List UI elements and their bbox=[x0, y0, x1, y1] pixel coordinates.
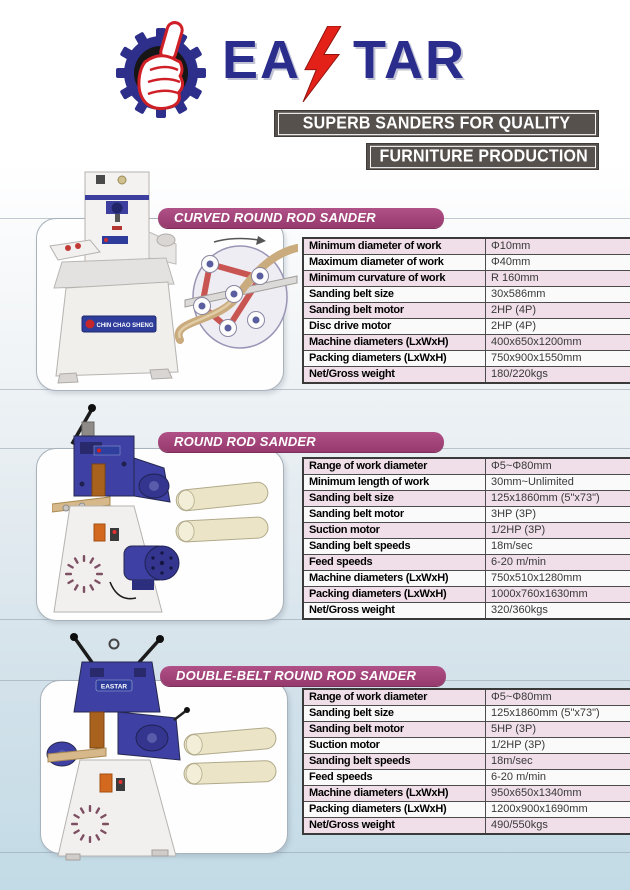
spec-label: Feed speeds bbox=[303, 770, 486, 786]
spec-value: 180/220kgs bbox=[486, 367, 630, 384]
spec-label: Net/Gross weight bbox=[303, 818, 486, 835]
spec-value: 950x650x1340mm bbox=[486, 786, 630, 802]
spec-row bbox=[303, 786, 630, 802]
spec-row bbox=[303, 738, 630, 754]
spec-row bbox=[303, 255, 630, 271]
spec-label: Machine diameters (LxWxH) bbox=[303, 335, 486, 351]
lightning-bolt-icon bbox=[296, 26, 348, 102]
spec-value: 125x1860mm (5"x73") bbox=[486, 491, 630, 507]
spec-value: 125x1860mm (5"x73") bbox=[486, 706, 630, 722]
spec-row bbox=[303, 587, 630, 603]
spec-row bbox=[303, 271, 630, 287]
banner-furniture-production bbox=[366, 143, 599, 170]
wordmark-right: TAR bbox=[353, 30, 466, 90]
spec-label: Sanding belt motor bbox=[303, 507, 486, 523]
spec-value: 18m/sec bbox=[486, 754, 630, 770]
spec-label: Minimum curvature of work bbox=[303, 271, 486, 287]
spec-value: 750x900x1550mm bbox=[486, 351, 630, 367]
spec-value: Φ5~Φ80mm bbox=[486, 689, 630, 706]
spec-value: 2HP (4P) bbox=[486, 303, 630, 319]
wood-rods-illustration bbox=[180, 726, 280, 792]
spec-value: 30x586mm bbox=[486, 287, 630, 303]
spec-row bbox=[303, 458, 630, 475]
spec-row bbox=[303, 770, 630, 786]
spec-value: 18m/sec bbox=[486, 539, 630, 555]
spec-row bbox=[303, 818, 630, 835]
spec-value: 320/360kgs bbox=[486, 603, 630, 620]
spec-row bbox=[303, 287, 630, 303]
spec-label: Disc drive motor bbox=[303, 319, 486, 335]
curved-round-rod-sander-photo bbox=[46, 170, 298, 386]
spec-value: 2HP (4P) bbox=[486, 319, 630, 335]
spec-row bbox=[303, 303, 630, 319]
banner-superb-sanders bbox=[274, 110, 599, 137]
section-title: CURVED ROUND ROD SANDER bbox=[174, 210, 376, 225]
spec-label: Machine diameters (LxWxH) bbox=[303, 786, 486, 802]
spec-label: Suction motor bbox=[303, 738, 486, 754]
spec-value: Φ10mm bbox=[486, 238, 630, 255]
spec-value: 1200x900x1690mm bbox=[486, 802, 630, 818]
spec-value: 1/2HP (3P) bbox=[486, 523, 630, 539]
banner-text: SUPERB SANDERS FOR QUALITY bbox=[278, 112, 596, 134]
gear-thumbs-up-icon bbox=[114, 18, 214, 118]
spec-label: Sanding belt motor bbox=[303, 722, 486, 738]
spec-row bbox=[303, 754, 630, 770]
spec-label: Sanding belt motor bbox=[303, 303, 486, 319]
sanding-disc-diagram bbox=[179, 236, 297, 348]
spec-value: 1000x760x1630mm bbox=[486, 587, 630, 603]
wordmark-left: EA bbox=[222, 30, 302, 90]
spec-row bbox=[303, 539, 630, 555]
spec-label: Suction motor bbox=[303, 523, 486, 539]
spec-label: Packing diameters (LxWxH) bbox=[303, 802, 486, 818]
spec-row bbox=[303, 367, 630, 384]
spec-label: Machine diameters (LxWxH) bbox=[303, 571, 486, 587]
spec-label: Sanding belt size bbox=[303, 287, 486, 303]
spec-label: Minimum length of work bbox=[303, 475, 486, 491]
spec-label: Range of work diameter bbox=[303, 689, 486, 706]
machine-name-plate: EASTAR bbox=[100, 683, 128, 691]
spec-value: Φ5~Φ80mm bbox=[486, 458, 630, 475]
spec-label: Packing diameters (LxWxH) bbox=[303, 351, 486, 367]
spec-row bbox=[303, 706, 630, 722]
spec-label: Net/Gross weight bbox=[303, 367, 486, 384]
spec-label: Sanding belt size bbox=[303, 491, 486, 507]
spec-value: 6-20 m/min bbox=[486, 555, 630, 571]
spec-label: Sanding belt speeds bbox=[303, 539, 486, 555]
spec-value: 30mm~Unlimited bbox=[486, 475, 630, 491]
spec-table-double-belt bbox=[302, 688, 630, 835]
wood-rods-illustration bbox=[172, 480, 272, 550]
spec-label: Sanding belt size bbox=[303, 706, 486, 722]
spec-row bbox=[303, 722, 630, 738]
spec-row bbox=[303, 351, 630, 367]
spec-label: Sanding belt speeds bbox=[303, 754, 486, 770]
spec-row bbox=[303, 571, 630, 587]
spec-row bbox=[303, 555, 630, 571]
spec-value: R 160mm bbox=[486, 271, 630, 287]
spec-row bbox=[303, 238, 630, 255]
machine-name-plate: CHIN CHAO SHENG bbox=[96, 323, 154, 329]
banner-text: FURNITURE PRODUCTION bbox=[370, 145, 596, 167]
spec-row bbox=[303, 689, 630, 706]
spec-value: 6-20 m/min bbox=[486, 770, 630, 786]
spec-label: Minimum diameter of work bbox=[303, 238, 486, 255]
section-title: DOUBLE-BELT ROUND ROD SANDER bbox=[176, 668, 417, 683]
spec-row bbox=[303, 603, 630, 620]
spec-label: Maximum diameter of work bbox=[303, 255, 486, 271]
spec-value: 5HP (3P) bbox=[486, 722, 630, 738]
spec-value: Φ40mm bbox=[486, 255, 630, 271]
spec-row bbox=[303, 335, 630, 351]
spec-label: Packing diameters (LxWxH) bbox=[303, 587, 486, 603]
spec-row bbox=[303, 802, 630, 818]
spec-table-curved bbox=[302, 237, 630, 384]
spec-label: Feed speeds bbox=[303, 555, 486, 571]
section-title-pill bbox=[158, 432, 444, 452]
spec-row bbox=[303, 491, 630, 507]
spec-value: 3HP (3P) bbox=[486, 507, 630, 523]
spec-value: 1/2HP (3P) bbox=[486, 738, 630, 754]
spec-value: 400x650x1200mm bbox=[486, 335, 630, 351]
spec-value: 750x510x1280mm bbox=[486, 571, 630, 587]
spec-row bbox=[303, 507, 630, 523]
spec-row bbox=[303, 523, 630, 539]
spec-row bbox=[303, 319, 630, 335]
spec-row bbox=[303, 475, 630, 491]
spec-value: 490/550kgs bbox=[486, 818, 630, 835]
spec-table-round bbox=[302, 457, 630, 620]
spec-label: Range of work diameter bbox=[303, 458, 486, 475]
section-title: ROUND ROD SANDER bbox=[174, 434, 316, 449]
spec-label: Net/Gross weight bbox=[303, 603, 486, 620]
section-title-pill bbox=[160, 666, 446, 686]
section-title-pill bbox=[158, 208, 444, 228]
